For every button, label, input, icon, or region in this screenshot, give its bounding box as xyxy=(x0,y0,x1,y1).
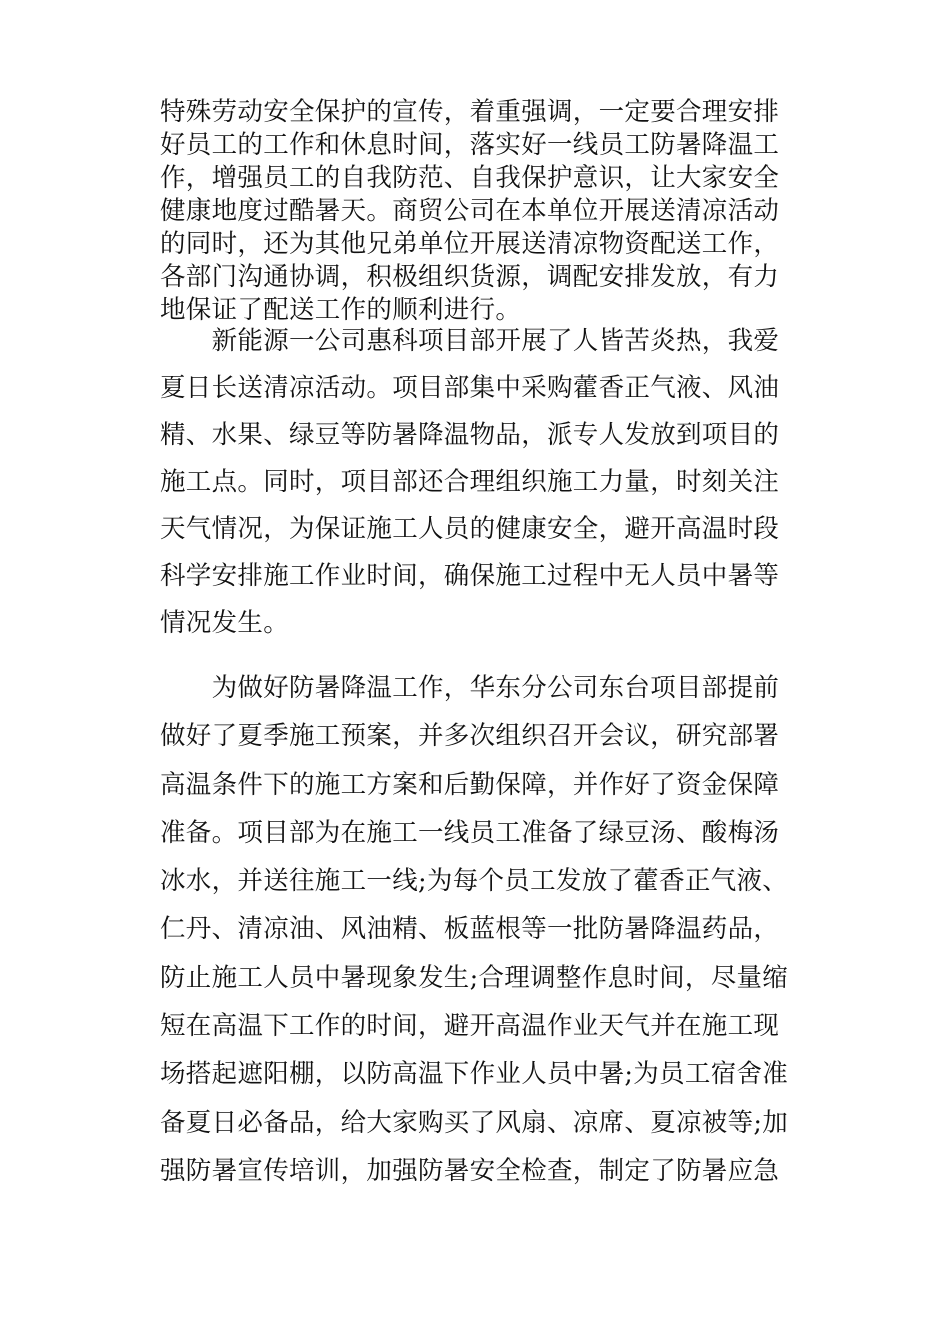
paragraph-line: 特殊劳动安全保护的宣传，着重强调，一定要合理安排 xyxy=(160,97,780,127)
paragraph-line: 冰水，并送往施工一线;为每个员工发放了藿香正气液、 xyxy=(160,866,789,897)
paragraph-line: 夏日长送清凉活动。项目部集中采购藿香正气液、风油 xyxy=(160,373,780,403)
paragraph-line: 短在高温下工作的时间，避开高温作业天气并在施工现 xyxy=(160,1011,780,1042)
paragraph-line: 仁丹、清凉油、风油精、板蓝根等一批防暑降温药品， xyxy=(160,914,780,945)
paragraph-line: 情况发生。 xyxy=(160,608,290,638)
paragraph-line: 健康地度过酷暑天。商贸公司在本单位开展送清凉活动 xyxy=(160,196,780,226)
paragraph-2 xyxy=(160,318,780,647)
paragraph-line: 为做好防暑降温工作，华东分公司东台项目部提前 xyxy=(160,673,780,703)
paragraph-line: 精、水果、绿豆等防暑降温物品，派专人发放到项目的 xyxy=(160,420,780,450)
paragraph-line: 的同时，还为其他兄弟单位开展送清凉物资配送工作， xyxy=(160,229,780,259)
paragraph-line: 各部门沟通协调，积极组织货源，调配安排发放，有力 xyxy=(160,262,780,292)
paragraph-line: 施工点。同时，项目部还合理组织施工力量，时刻关注 xyxy=(160,467,780,497)
paragraph-line: 新能源一公司惠科项目部开展了人皆苦炎热，我爱 xyxy=(160,326,780,356)
paragraph-line: 做好了夏季施工预案，并多次组织召开会议，研究部署 xyxy=(160,721,780,752)
paragraph-line: 强防暑宣传培训，加强防暑安全检查，制定了防暑应急 xyxy=(160,1155,780,1186)
paragraph-line: 作，增强员工的自我防范、自我保护意识，让大家安全 xyxy=(160,163,780,193)
paragraph-1 xyxy=(160,96,780,327)
paragraph-3 xyxy=(160,664,789,1195)
paragraph-line: 防止施工人员中暑现象发生;合理调整作息时间，尽量缩 xyxy=(160,962,789,993)
paragraph-line: 天气情况，为保证施工人员的健康安全，避开高温时段 xyxy=(160,514,780,544)
paragraph-line: 科学安排施工作业时间，确保施工过程中无人员中暑等 xyxy=(160,561,780,591)
paragraph-line: 高温条件下的施工方案和后勤保障，并作好了资金保障 xyxy=(160,769,780,800)
paragraph-line: 地保证了配送工作的顺利进行。 xyxy=(160,295,522,325)
paragraph-line: 好员工的工作和休息时间，落实好一线员工防暑降温工 xyxy=(160,130,780,160)
paragraph-line: 备夏日必备品，给大家购买了风扇、凉席、夏凉被等;加 xyxy=(160,1107,789,1138)
paragraph-line: 准备。项目部为在施工一线员工准备了绿豆汤、酸梅汤 xyxy=(160,817,780,848)
paragraph-line: 场搭起遮阳棚，以防高温下作业人员中暑;为员工宿舍准 xyxy=(160,1059,789,1090)
